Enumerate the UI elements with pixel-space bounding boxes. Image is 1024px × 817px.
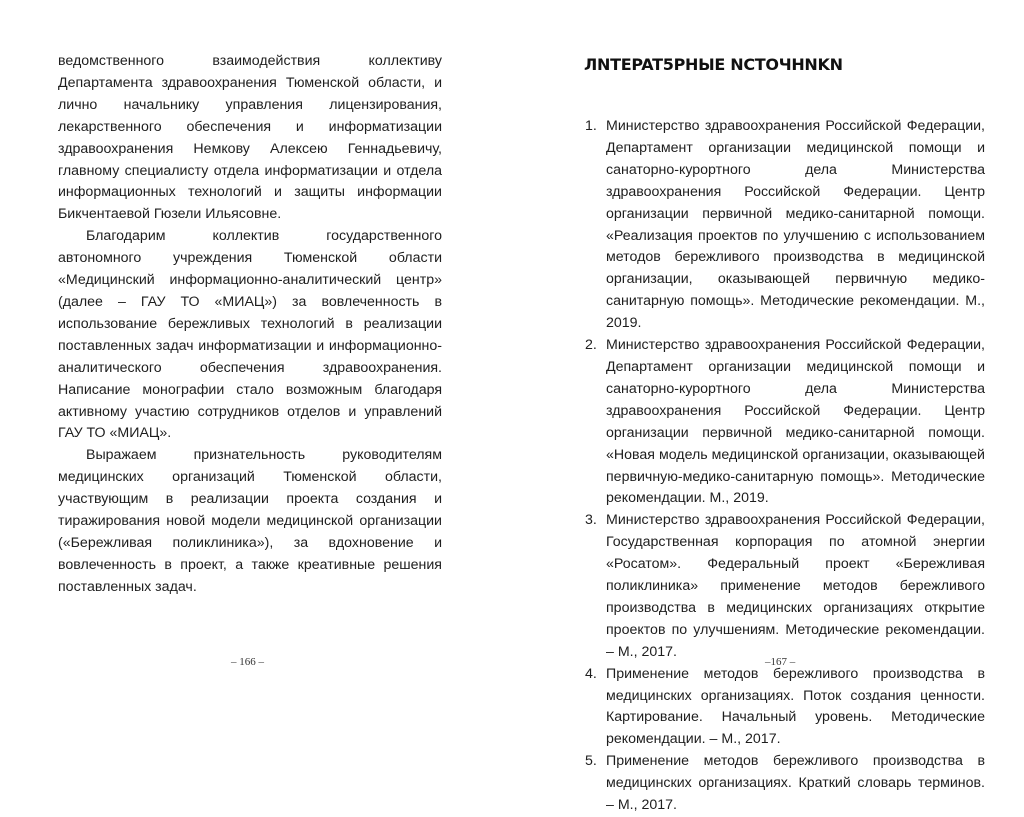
reference-number: 2. [585, 337, 597, 354]
page-number-left: – 166 – [231, 656, 264, 668]
reference-item [585, 335, 985, 510]
reference-item [585, 116, 985, 335]
reference-item [585, 664, 985, 752]
paragraph: Благодарим коллектив государственного автономного учреждения Тюменской области «Медицинский информационно-аналитический центр» (далее – ГАУ ТО «МИАЦ») за вовлеченность в использование бережливых технологий в реализации поставленных задач информатизации и информационно-аналитического обеспечения здравоохранения. Написание монографии стало возможным благодаря активному участию сотрудников отделов и управлений ГАУ ТО «МИАЦ». [58, 228, 442, 442]
reference-text: Применение методов бережливого производства в медицинских организациях. Поток создания ценности. Картирование. Начальный уровень. Методические рекомендации. – М., 2017. [606, 665, 985, 748]
left-page [0, 0, 512, 723]
acknowledgements-text [58, 51, 442, 599]
reference-item [585, 510, 985, 663]
page-number-right: –167 – [765, 656, 796, 668]
reference-number: 1. [585, 118, 597, 134]
section-heading: ЛNTEPAT5PHЫE NCTOЧHNKN [584, 55, 843, 74]
reference-text: Применение методов бережливого производства в медицинских организациях. Краткий словарь терминов. – М., 2017. [606, 753, 985, 814]
reference-text: Министерство здравоохранения Российской Федерации, Департамент организации медицинской помощи и санаторно-курортного дела Министерства здравоохранения Российской Федерации. Центр организации первичной медико-санитарной помощи. «Новая модель медицинской организации, оказывающей первичную-медико-санитарную помощь». Методические рекомендации. М., 2019. [606, 337, 985, 507]
references-list [585, 116, 985, 817]
reference-number: 5. [585, 753, 597, 770]
reference-item [585, 751, 985, 817]
paragraph: Выражаем признательность руководителям медицинских организаций Тюменской области, участвующим в реализации проекта создания и тиражирования новой модели медицинской организации («Бережливая поликлиника»), за вдохновение и вовлеченность в проект, а также креативные решения поставленных задач. [58, 447, 442, 595]
reference-number: 4. [585, 665, 597, 682]
paragraph: ведомственного взаимодействия коллективу Департамента здравоохранения Тюменской области, и лично начальнику управления лицензирования, лекарственного обеспечения и информатизации здравоохранения Немкову Алексею Геннадьевичу, главному специалисту отдела информатизации и отдела информационных технологий и защиты информации Бикчентаевой Гюзели Ильясовне. [58, 53, 442, 223]
reference-text: Министерство здравоохранения Российской Федерации, Департамент организации медицинской помощи и санаторно-курортного дела Министерства здравоохранения Российской Федерации. Центр организации первичной медико-санитарной помощи. «Реализация проектов по улучшению с использованием методов бережливого производства в медицинской организации, оказывающей первичную медико-санитарную помощь». Методические рекомендации. М., 2019. [606, 118, 985, 332]
reference-text: Министерство здравоохранения Российской Федерации, Государственная корпорация по атомной энергии «Росатом». Федеральный проект «Бережливая поликлиника» применение методов бережливого производства в медицинских организациях открытие проектов по улучшениям. Методические рекомендации. – М., 2017. [606, 512, 985, 660]
reference-number: 3. [585, 512, 597, 529]
right-page [512, 0, 1024, 814]
